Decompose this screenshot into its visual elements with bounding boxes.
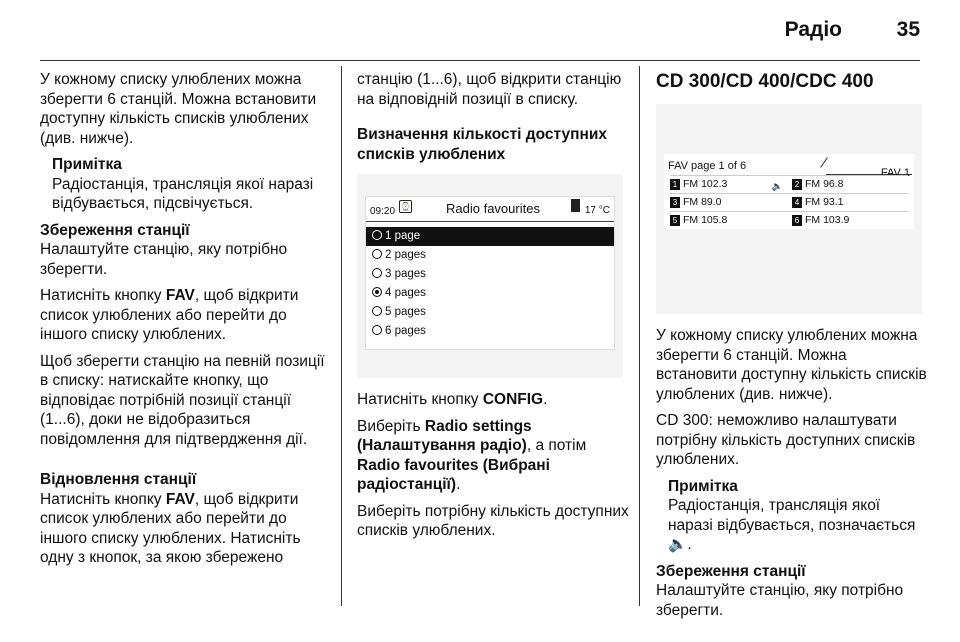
paragraph: У кожному списку улюблених можна зберегти 6 станцій. Можна встановити доступну кількість списків улюблених (див. нижче).: [656, 327, 927, 403]
section-heading: Відновлення станції: [40, 471, 197, 488]
note-text: Радіостанція, трансляція якої наразі відбувається, позначається 🔈.: [668, 497, 916, 553]
column-divider: [639, 66, 640, 606]
list-item[interactable]: 1 page: [366, 227, 614, 246]
station-cell[interactable]: 1 FM 102.3 🔈: [670, 177, 785, 192]
fav-page-screen: [656, 104, 922, 314]
note: [40, 155, 332, 214]
note-title: Примітка: [52, 156, 122, 173]
text: Натисніть кнопку: [40, 490, 166, 508]
pages-list: [366, 227, 614, 341]
paragraph: Натисніть кнопку CONFIG.: [357, 391, 548, 408]
speaker-icon: 🔈: [771, 181, 783, 191]
menu-radio-settings: Radio settings (Налаштування радіо): [357, 417, 532, 454]
display: [664, 154, 914, 229]
list-item[interactable]: 4 pages: [366, 284, 614, 303]
text: , щоб відкрити список улюблених або перейти до іншого списку улюблених. Натисніть одну з кнопок, за якою збережено: [40, 490, 301, 566]
paragraph: CD 300: неможливо налаштувати потрібну кількість доступних списків улюблених.: [656, 412, 916, 468]
section-title: CD 300/CD 400/CDC 400: [656, 71, 874, 92]
list-item[interactable]: 3 pages: [366, 265, 614, 284]
clock-time: 09:20: [370, 206, 396, 217]
column-3: [656, 70, 928, 627]
fav-key: FAV: [165, 490, 195, 508]
station-cell[interactable]: 2 FM 96.8: [792, 177, 908, 192]
speaker-icon: 🔈: [668, 536, 688, 553]
note-text: Радіостанція, трансляція якої наразі відбувається, підсвічується.: [52, 175, 314, 212]
paragraph: станцію (1...6), щоб відкрити станцію на відповідній позиції в списку.: [357, 71, 622, 108]
page-header: [0, 0, 960, 58]
paragraph: [40, 286, 332, 345]
section-heading: Збереження станції: [656, 562, 806, 580]
column-divider: [341, 66, 342, 606]
text: , щоб відкрити список улюблених або перейти до іншого списку улюблених.: [40, 287, 299, 343]
page-number: 35: [896, 18, 920, 41]
column-1: [40, 70, 332, 575]
paragraph: Виберіть потрібну кількість доступних списків улюблених.: [357, 502, 629, 539]
radio-favourites-screen: [357, 174, 623, 378]
station-grid: [670, 175, 908, 229]
station-cell[interactable]: 6 FM 103.9: [792, 213, 908, 228]
radio-icon: [372, 230, 382, 240]
config-key: CONFIG: [482, 391, 544, 408]
status-bar: [366, 197, 614, 219]
paragraph: Виберіть Radio settings (Налаштування радіо), а потім Radio favourites (Вибрані радіостанції).: [357, 417, 587, 493]
list-item[interactable]: 2 pages: [366, 246, 614, 265]
page-title: Радіо: [784, 18, 842, 41]
list-item[interactable]: 5 pages: [366, 303, 614, 322]
station-cell[interactable]: 5 FM 105.8: [670, 213, 785, 228]
section-heading: Збереження станції: [40, 221, 190, 239]
paragraph: У кожному списку улюблених можна зберегти 6 станцій. Можна встановити доступну кількість списків улюблених (див. нижче).: [40, 71, 317, 147]
text: Натисніть кнопку: [40, 287, 166, 304]
radio-icon: [372, 268, 382, 278]
column-2: [357, 70, 629, 548]
station-cell[interactable]: 3 FM 89.0: [670, 195, 785, 210]
display: [365, 196, 615, 350]
fav-tab: FAV 1: [880, 167, 910, 179]
screen-title: Radio favourites: [446, 201, 540, 216]
screen-title: FAV page 1 of 6: [668, 160, 747, 172]
station-cell[interactable]: 4 FM 93.1: [792, 195, 908, 210]
radio-icon: [372, 325, 382, 335]
note: [656, 477, 928, 555]
menu-radio-favourites: Radio favourites (Вибрані радіостанції): [357, 456, 550, 493]
temperature: 17 °C: [584, 205, 610, 216]
radio-icon: [372, 306, 382, 316]
radio-selected-icon: [372, 287, 382, 297]
paragraph: Налаштуйте станцію, яку потрібно зберегти.: [656, 582, 904, 619]
paragraph: Щоб зберегти станцію на певній позиції в списку: натискайте кнопку, що відповідає потрібній позиції станції (1...6), доки не відобразиться повідомлення для підтвердження дії.: [40, 352, 325, 448]
note-title: Примітка: [668, 477, 738, 495]
list-item[interactable]: 6 pages: [366, 322, 614, 341]
radio-icon: [372, 249, 382, 259]
paragraph: [40, 490, 332, 568]
fav-key: FAV: [165, 287, 195, 304]
header-rule: [40, 60, 920, 61]
thermometer-icon: [571, 199, 580, 212]
clock-icon: ⌚: [400, 202, 411, 211]
section-heading: Визначення кількості доступних списків улюблених: [357, 126, 607, 163]
paragraph: Налаштуйте станцію, яку потрібно зберегти.: [40, 241, 288, 278]
